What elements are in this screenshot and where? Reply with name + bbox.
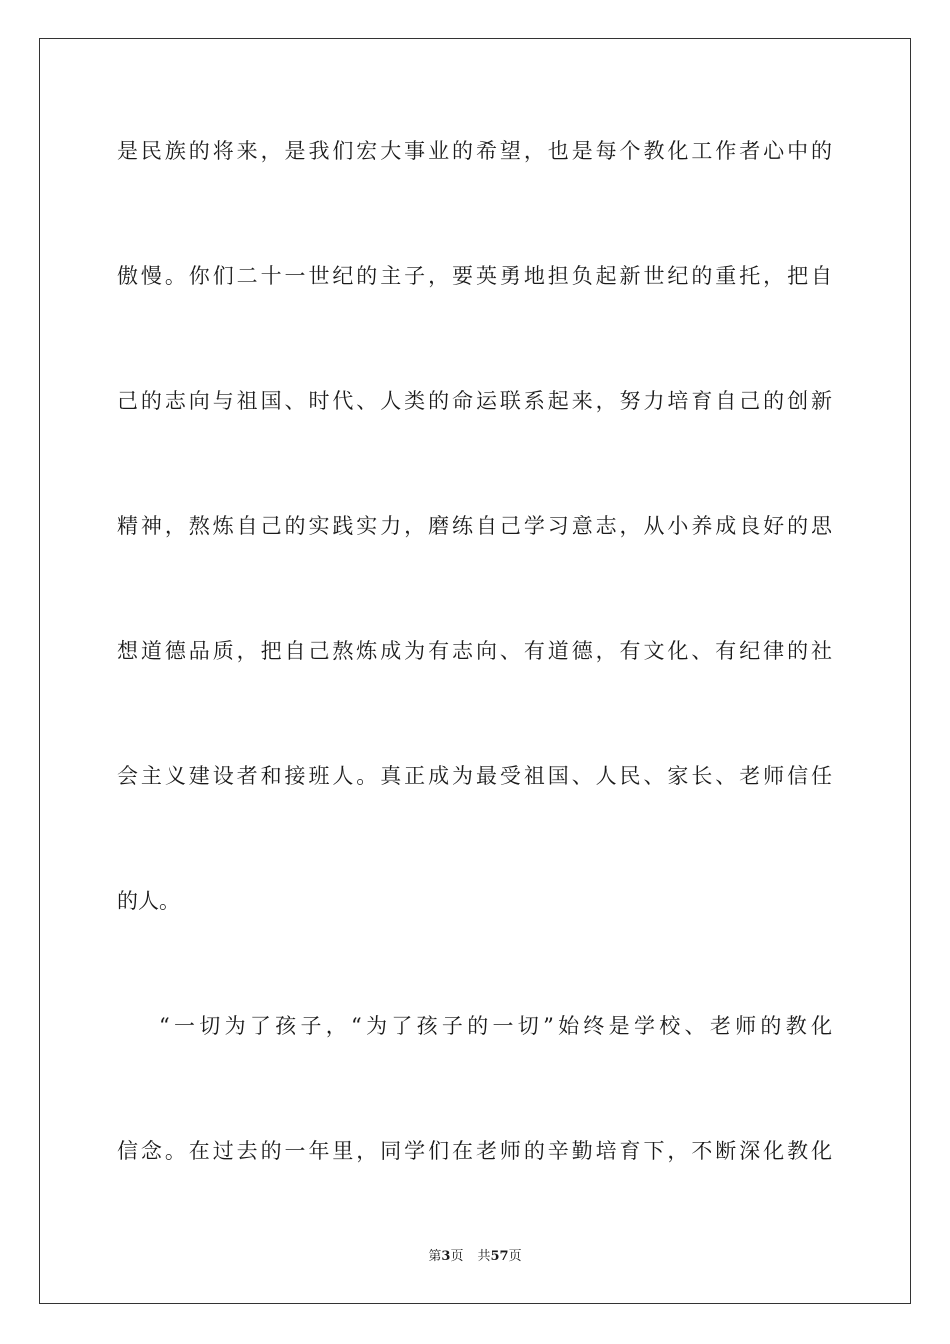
paragraph-line-2: 傲慢。你们二十一世纪的主子，要英勇地担负起新世纪的重托，把自 — [117, 264, 832, 288]
total-pages: 57 — [490, 1249, 509, 1264]
paragraph-line-5: 想道德品质，把自己熬炼成为有志向、有道德，有文化、有纪律的社 — [117, 639, 832, 663]
page-frame — [39, 38, 911, 1304]
page-number: 3 — [441, 1249, 451, 1264]
paragraph-line-4: 精神，熬炼自己的实践实力，磨练自己学习意志，从小养成良好的思 — [117, 514, 832, 538]
total-suffix: 页 — [508, 1249, 522, 1264]
page-suffix: 页 — [450, 1249, 464, 1264]
paragraph-line-3: 己的志向与祖国、时代、人类的命运联系起来，努力培育自己的创新 — [117, 389, 832, 413]
paragraph-line-8: “一切为了孩子，“为了孩子的一切”始终是学校、老师的教化 — [159, 1014, 832, 1038]
page-footer — [0, 1248, 950, 1266]
page-prefix: 第 — [428, 1249, 442, 1264]
paragraph-line-1: 是民族的将来，是我们宏大事业的希望，也是每个教化工作者心中的 — [117, 139, 832, 163]
paragraph-line-7: 的人。 — [117, 889, 180, 913]
paragraph-line-6: 会主义建设者和接班人。真正成为最受祖国、人民、家长、老师信任 — [117, 764, 832, 788]
total-prefix: 共 — [477, 1249, 491, 1264]
paragraph-line-9: 信念。在过去的一年里，同学们在老师的辛勤培育下，不断深化教化 — [117, 1139, 832, 1163]
